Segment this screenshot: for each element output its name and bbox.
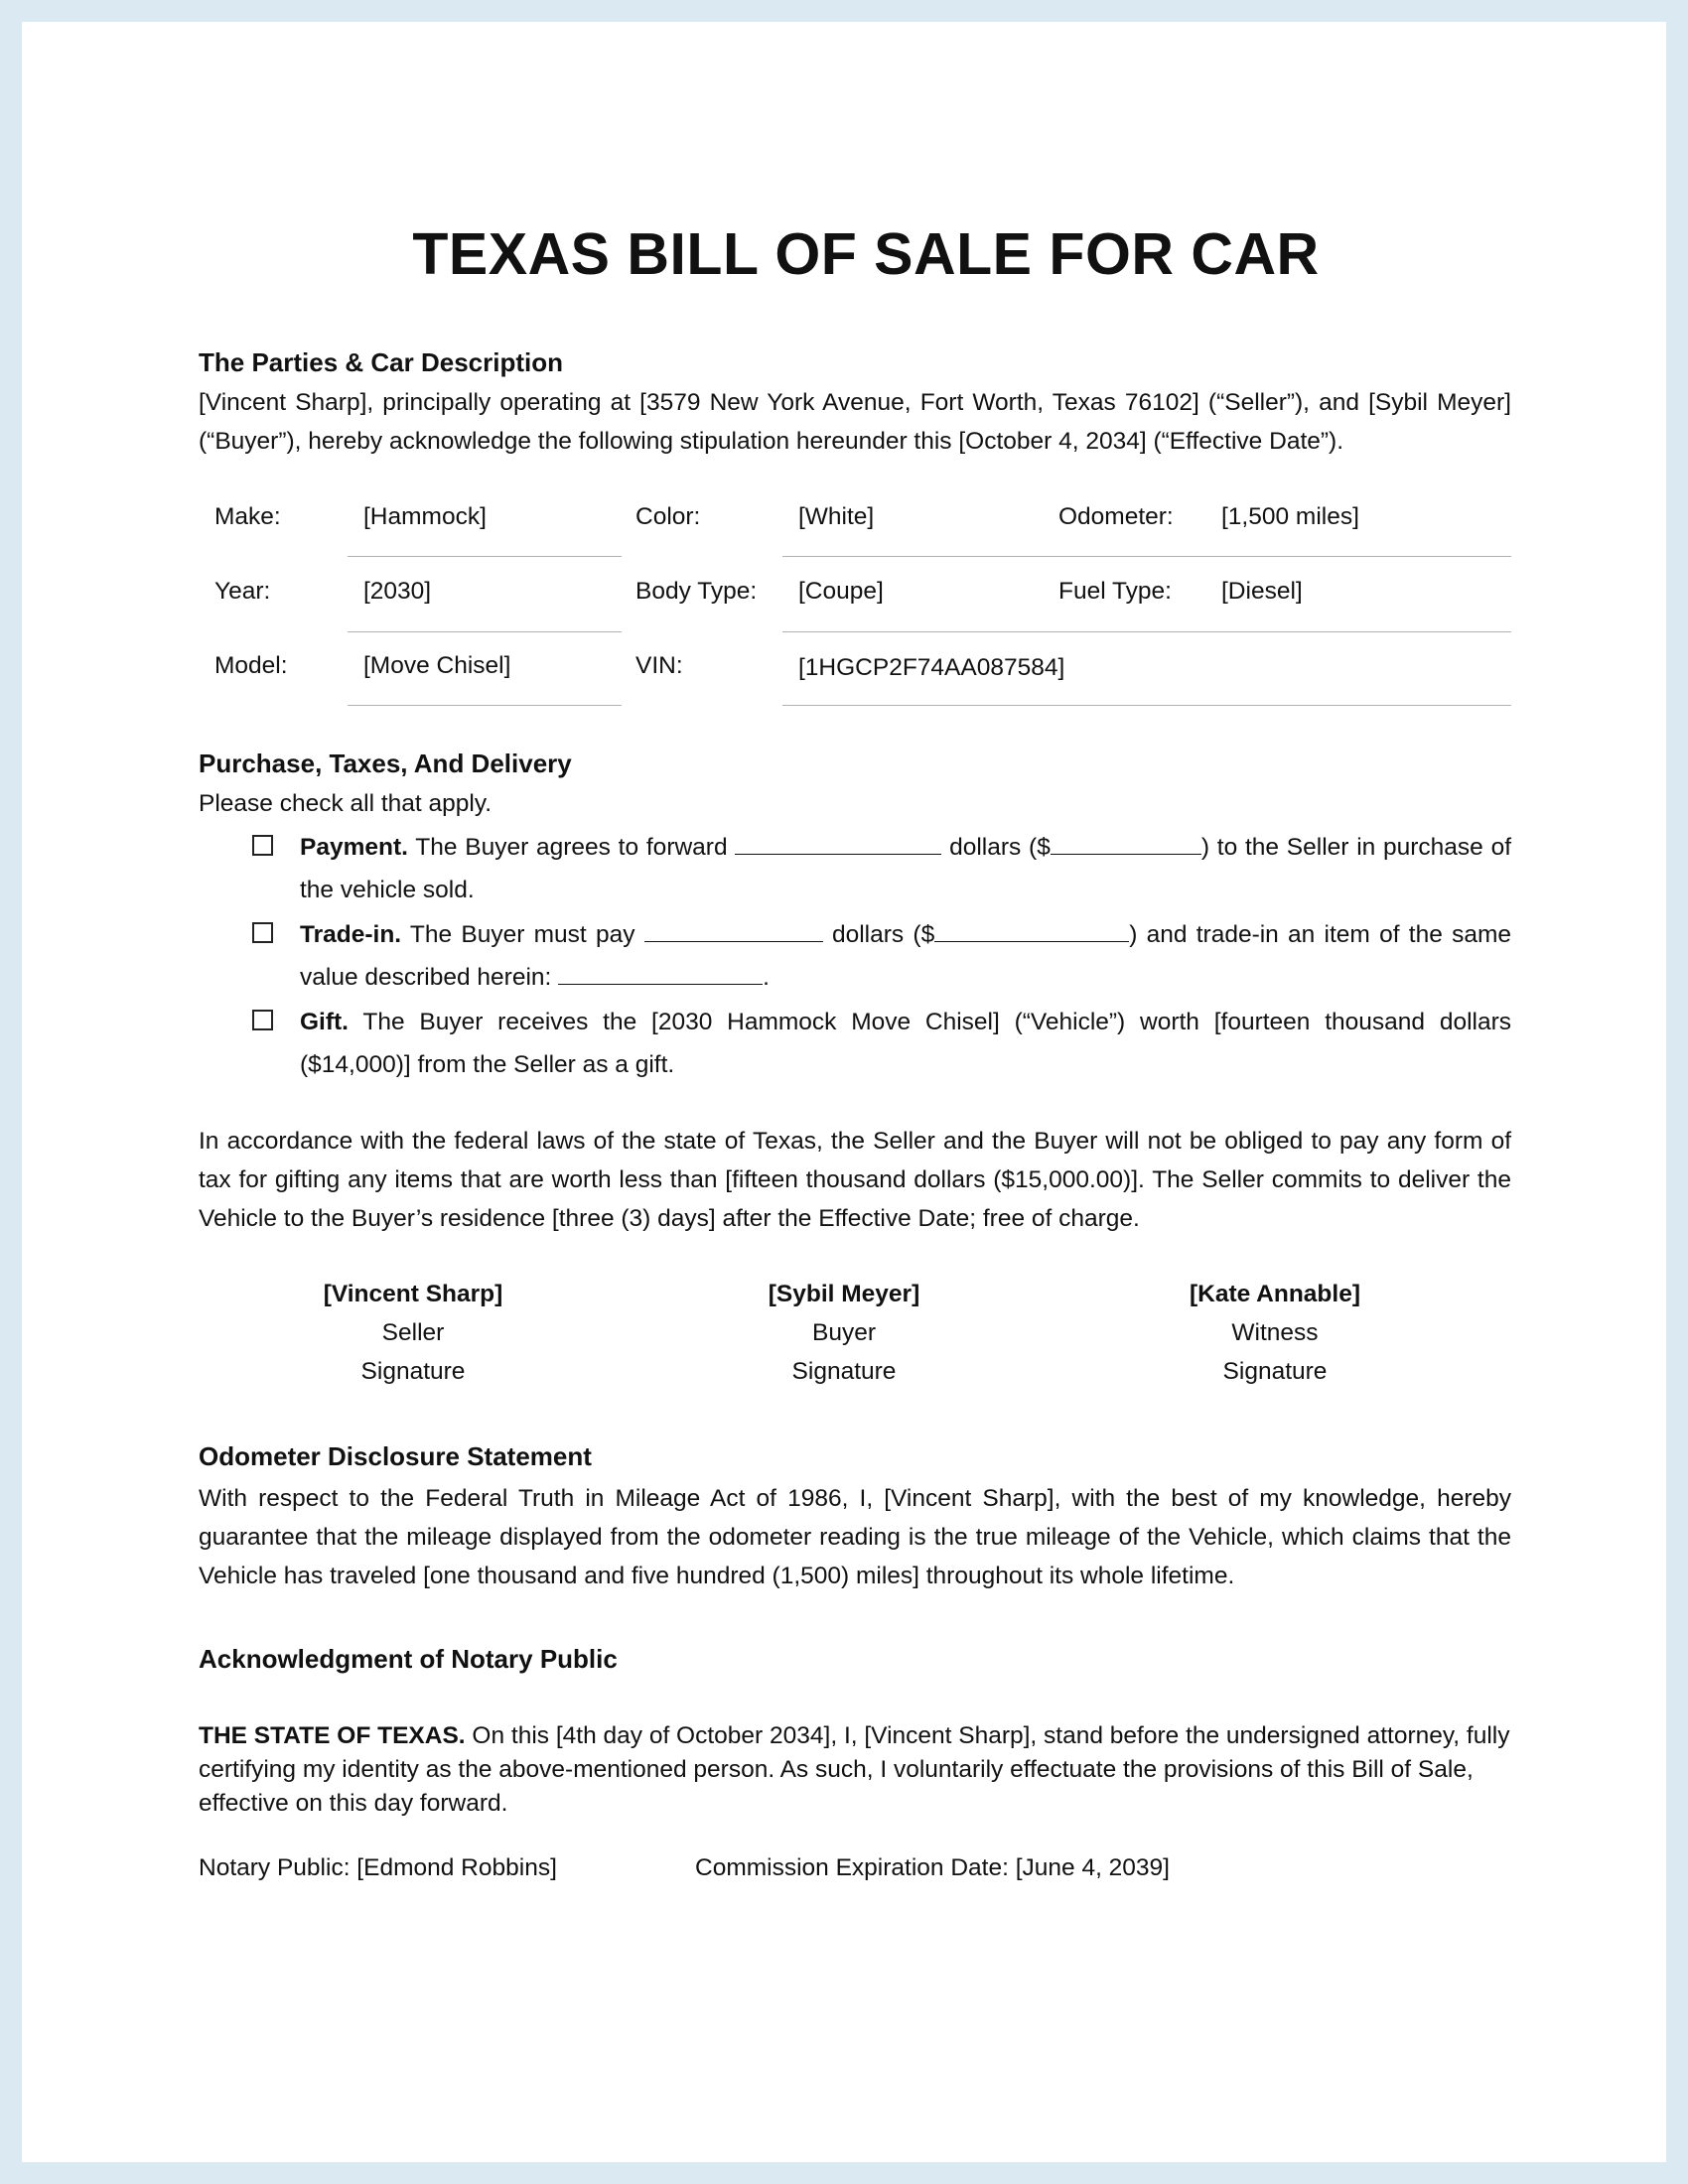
- purchase-heading: Purchase, Taxes, And Delivery: [199, 749, 572, 778]
- notary-lead: THE STATE OF TEXAS.: [199, 1722, 466, 1749]
- buyer-signature-block: [695, 1275, 993, 1391]
- row2-right-underline: [782, 631, 1511, 632]
- purchase-instruction: Please check all that apply.: [199, 790, 492, 817]
- vin-value: [1HGCP2F74AA087584]: [798, 654, 1065, 681]
- payment-words-blank[interactable]: [735, 832, 941, 855]
- seller-signature-block: [264, 1275, 562, 1391]
- seller-name: [Vincent Sharp]: [323, 1281, 503, 1307]
- tradein-amount-blank[interactable]: [934, 919, 1129, 942]
- buyer-name: [Sybil Meyer]: [768, 1281, 920, 1307]
- year-underline: [348, 631, 622, 632]
- tradein-text-a: The Buyer must pay: [401, 921, 644, 948]
- payment-text: [300, 826, 1511, 911]
- make-label: Make:: [214, 503, 281, 530]
- payment-text-a: The Buyer agrees to forward: [407, 834, 736, 861]
- notary-body: On this [4th day of October 2034], I, [Vincent Sharp], stand before the undersigned attorney, fully certifying my identity as the above-mentioned person. As such, I voluntarily effectuate the provisions of this Bill of Sale, effective on this day forward.: [199, 1722, 1510, 1817]
- document-title: TEXAS BILL OF SALE FOR CAR: [412, 221, 1320, 287]
- model-value: [Move Chisel]: [363, 652, 511, 679]
- payment-text-b: dollars ($: [941, 834, 1051, 861]
- payment-amount-blank[interactable]: [1051, 832, 1201, 855]
- witness-signature-line: Signature: [1222, 1358, 1328, 1385]
- parties-paragraph: [Vincent Sharp], principally operating at [3579 New York Avenue, Fort Worth, Texas 76102] (“Seller”), and [Sybil Meyer] (“Buyer”), hereby acknowledge the following stipulation hereunder this [October 4, 2034] (“Effective Date”).: [199, 389, 1511, 455]
- seller-role: Seller: [381, 1319, 445, 1346]
- vehicle-details-table: [199, 490, 1511, 717]
- notary-paragraph: [199, 1719, 1511, 1821]
- make-value: [Hammock]: [363, 503, 487, 530]
- year-label: Year:: [214, 578, 271, 605]
- row1-right-underline: [782, 556, 1511, 557]
- body-type-label: Body Type:: [635, 578, 758, 605]
- notary-heading: Acknowledgment of Notary Public: [199, 1644, 618, 1674]
- gift-text-body: The Buyer receives the [2030 Hammock Move Chisel] (“Vehicle”) worth [fourteen thousand dollars ($14,000)] from the Seller as a gift.: [300, 1009, 1511, 1078]
- payment-checkbox[interactable]: [252, 835, 273, 856]
- notary-public-name: Notary Public: [Edmond Robbins]: [199, 1854, 557, 1881]
- make-underline: [348, 556, 622, 557]
- gift-checkbox[interactable]: [252, 1010, 273, 1030]
- buyer-role: Buyer: [811, 1319, 876, 1346]
- gift-text: [300, 1001, 1511, 1086]
- tradein-item-blank[interactable]: [558, 962, 763, 985]
- tax-delivery-paragraph: In accordance with the federal laws of the state of Texas, the Seller and the Buyer will not be obliged to pay any form of tax for gifting any items that are worth less than [fifteen thousand dollars ($15,000.00)]. The Seller commits to deliver the Vehicle to the Buyer’s residence [three (3) days] after the Effective Date; free of charge.: [199, 1128, 1511, 1232]
- gift-label: Gift.: [300, 1009, 349, 1035]
- tradein-text-d: .: [763, 964, 770, 991]
- witness-name: [Kate Annable]: [1190, 1281, 1360, 1307]
- document-page: [22, 22, 1666, 2162]
- odometer-label: Odometer:: [1058, 503, 1174, 530]
- tradein-text-c: ) and trade-in an item of the same value described herein:: [300, 921, 1511, 991]
- color-value: [White]: [798, 503, 875, 530]
- payment-label: Payment.: [300, 834, 408, 861]
- tradein-text: [300, 913, 1511, 999]
- vin-underline: [782, 705, 1511, 706]
- witness-signature-block: [1126, 1275, 1424, 1391]
- buyer-signature-line: Signature: [791, 1358, 897, 1385]
- odometer-paragraph: With respect to the Federal Truth in Mileage Act of 1986, I, [Vincent Sharp], with the best of my knowledge, hereby guarantee that the mileage displayed from the odometer reading is the true mileage of the Vehicle, which claims that the Vehicle has traveled [one thousand and five hundred (1,500) miles] throughout its whole lifetime.: [199, 1485, 1511, 1589]
- payment-text-c: ) to the Seller in purchase of the vehicle sold.: [300, 834, 1512, 903]
- fuel-type-label: Fuel Type:: [1058, 578, 1172, 605]
- body-type-value: [Coupe]: [798, 578, 884, 605]
- seller-signature-line: Signature: [360, 1358, 466, 1385]
- year-value: [2030]: [363, 578, 432, 605]
- tradein-label: Trade-in.: [300, 921, 402, 948]
- odometer-heading: Odometer Disclosure Statement: [199, 1441, 592, 1471]
- color-label: Color:: [635, 503, 701, 530]
- model-label: Model:: [214, 652, 288, 679]
- fuel-type-value: [Diesel]: [1221, 578, 1303, 605]
- tradein-text-b: dollars ($: [822, 921, 935, 948]
- vin-label: VIN:: [635, 652, 683, 679]
- witness-role: Witness: [1231, 1319, 1319, 1346]
- odometer-value: [1,500 miles]: [1221, 503, 1359, 530]
- tradein-checkbox[interactable]: [252, 922, 273, 943]
- model-underline: [348, 705, 622, 706]
- tradein-words-blank[interactable]: [644, 919, 823, 942]
- commission-expiration: Commission Expiration Date: [June 4, 2039]: [695, 1854, 1170, 1881]
- parties-heading: The Parties & Car Description: [199, 347, 563, 377]
